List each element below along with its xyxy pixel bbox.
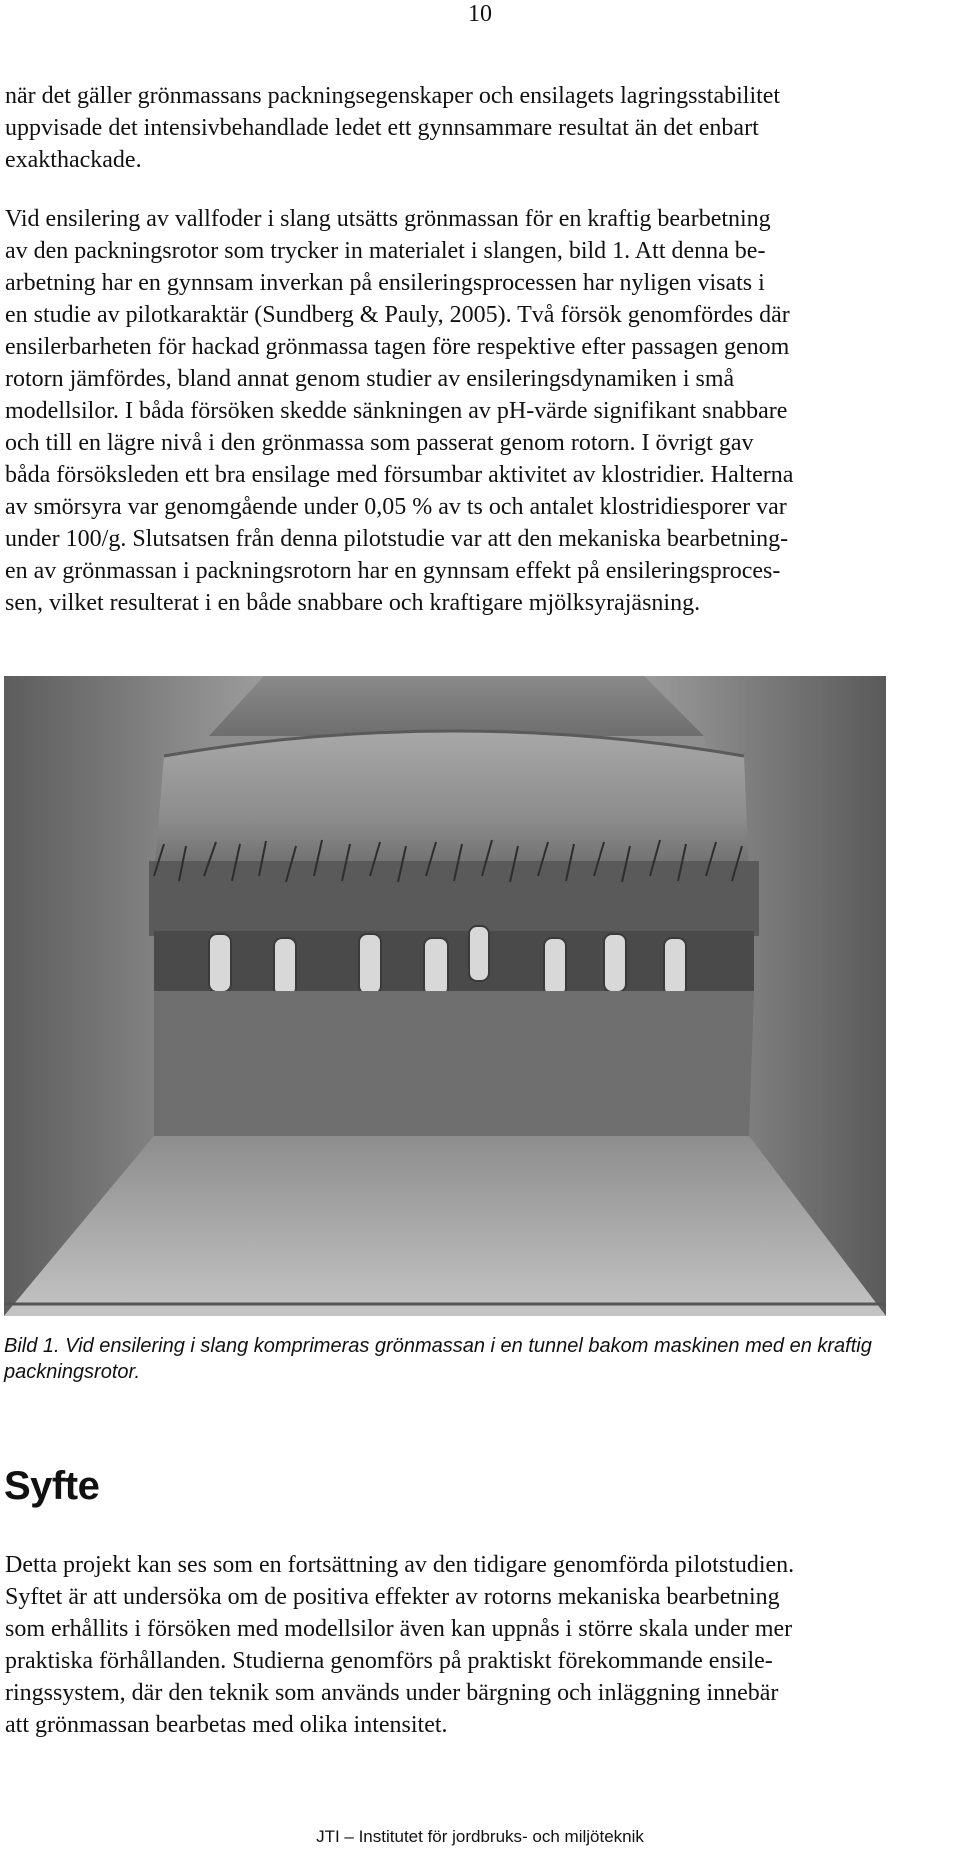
- packing-rotor-photo: [4, 676, 886, 1316]
- figure-caption: Bild 1. Vid ensilering i slang komprimeras grönmassan i en tunnel bakom maskinen med en kraftig packningsrotor.: [4, 1335, 872, 1383]
- paragraph-purpose: Detta projekt kan ses som en fortsättning av den tidigare genomförda pilotstudien. Syftet är att undersöka om de positiva effekter av rotorns mekaniska bearbetning som erhållits i försöken med modellsilor även kan uppnås i större skala under mer praktiska förhållanden. Studierna genomförs på praktiskt förekommande ensile- ringssystem, där den teknik som används under bärgning och inläggning innebär att grönmassan bearbetas med olika intensitet.: [5, 1552, 795, 1738]
- page-footer: JTI – Institutet för jordbruks- och miljöteknik: [316, 1827, 644, 1846]
- paragraph-intro-continuation: när det gäller grönmassans packningsegenskaper och ensilagets lagringsstabilitet uppvisade det intensivbehandlade ledet ett gynnsammare resultat än det enbart exakthackade.: [5, 83, 781, 173]
- page-number: 10: [468, 1, 492, 27]
- paragraph-silage-tube: Vid ensilering av vallfoder i slang utsätts grönmassan för en kraftig bearbetning av den packningsrotor som trycker in materialet i slangen, bild 1. Att denna be- arbetning har en gynnsam inverkan på ensileringsprocessen har nyligen visats i en studie av pilotkaraktär (Sundberg & Pauly, 2005). Två försök genomfördes där ensilerbarheten för hackad grönmassa tagen före respektive efter passagen genom rotorn jämfördes, bland annat genom studier av ensileringsdynamiken i små modellsilor. I båda försöken skedde sänkningen av pH-värde signifikant snabbare och till en lägre nivå i den grönmassa som passerat genom rotorn. I övrigt gav båda försöksleden ett bra ensilage med försumbar aktivitet av klostridier. Halterna av smörsyra var genomgående under 0,05 % av ts och antalet klostridiesporer var under 100/g. Slutsatsen från denna pilotstudie var att den mekaniska bearbetning- en av grönmassan i packningsrotorn har en gynnsam effekt på ensileringsproces- sen, vilket resulterat i en både snabbare och kraftigare mjölksyrajäsning.: [5, 206, 794, 616]
- figure-photo-packing-rotor: [4, 676, 886, 1316]
- section-heading: Syfte: [4, 1464, 100, 1508]
